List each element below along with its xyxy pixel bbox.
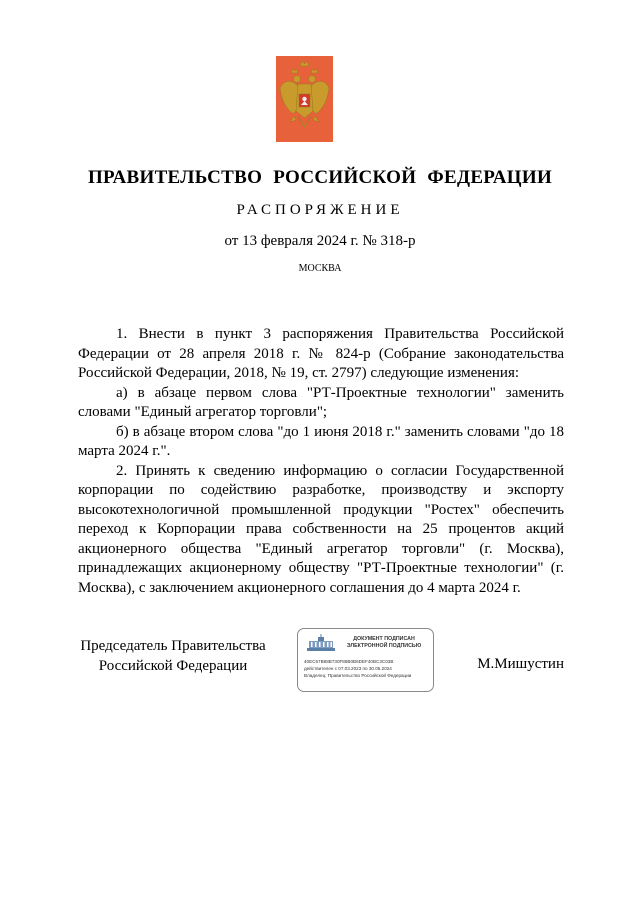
esig-serial: 40EC57B88B730F88B0B6DEF40BC3C03B xyxy=(304,659,394,664)
paragraph-1a: а) в абзаце первом слова "РТ-Проектные технологии" заменить словами "Единый агрегатор торговли"; xyxy=(78,384,564,420)
document-city: МОСКВА xyxy=(298,263,342,274)
government-title: ПРАВИТЕЛЬСТВО РОССИЙСКОЙ ФЕДЕРАЦИИ xyxy=(87,167,553,188)
signatory-position xyxy=(78,637,268,676)
esig-header: ДОКУМЕНТ ПОДПИСАН ЭЛЕКТРОННОЙ ПОДПИСЬЮ xyxy=(346,636,422,649)
electronic-signature-stamp xyxy=(297,628,434,692)
signatory-position-line1: Председатель Правительства xyxy=(80,638,266,654)
government-building-icon xyxy=(305,634,337,654)
paragraph-1b: б) в абзаце втором слова "до 1 июня 2018 г." заменить словами "до 18 марта 2024 г.". xyxy=(78,423,564,459)
paragraph-2: 2. Принять к сведению информацию о согласии Государственной корпорации по содействию разработке, производству и экспорту высокотехнологичной промышленной продукции "Ростех" обеспечить переход к Корпорации права собственности на 25 процентов акций акционерного общества "Единый агрегатор торговли" (г. Москва), принадлежащих акционерному обществу "РТ-Проектные технологии" (г. Москва), с заключением акционерного соглашения до 4 марта 2024 г. xyxy=(78,462,564,596)
document-date-number: от 13 февраля 2024 г. № 318-р xyxy=(224,233,416,249)
esig-owner: Владелец: Правительство Российской Федерации xyxy=(304,673,412,678)
document-type: РАСПОРЯЖЕНИЕ xyxy=(236,202,404,218)
coat-of-arms-icon xyxy=(276,56,333,142)
document-body xyxy=(78,325,564,598)
esig-validity: действителен с 07.03.2023 по 30.05.2024 xyxy=(304,666,392,671)
paragraph-1: 1. Внести в пункт 3 распоряжения Правительства Российской Федерации от 28 апреля 2018 г. № 824-р (Собрание законодательства Российской Федерации, 2018, № 19, ст. 2797) следующие изменения: xyxy=(78,326,564,381)
signatory-name: М.Мишустин xyxy=(477,656,564,672)
signatory-position-line2: Российской Федерации xyxy=(98,657,248,674)
